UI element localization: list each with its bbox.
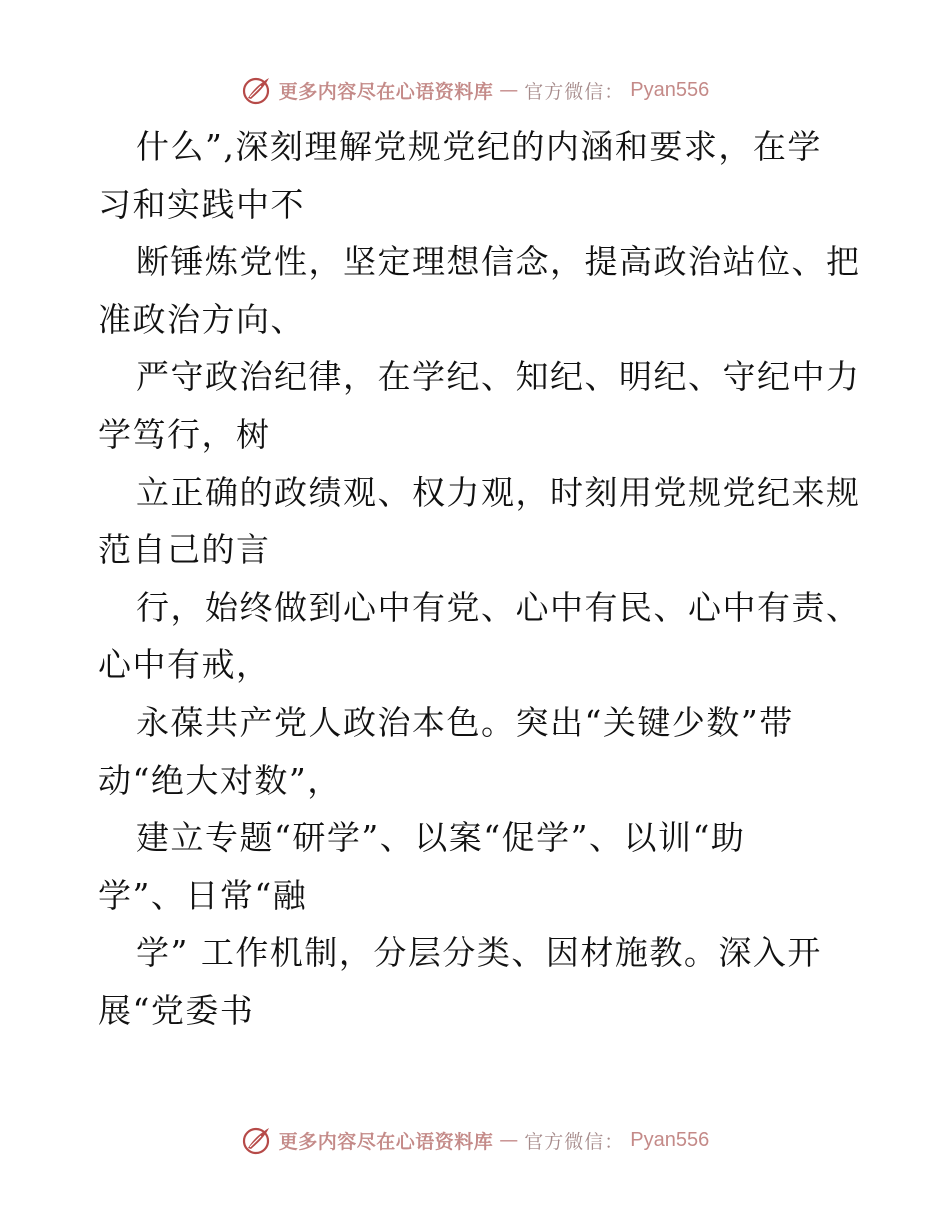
watermark-dash: —	[499, 79, 519, 101]
body-text-line: 什么”,深刻理解党规党纪的内涵和要求，在学	[136, 127, 822, 166]
footer-watermark	[0, 1120, 950, 1160]
body-text-line: 行，始终做到心中有党、心中有民、心中有责、	[136, 587, 861, 627]
body-text-line: 学” 工作机制，分层分类、因材施教。深入开	[136, 933, 822, 973]
watermark-wechat-id: Pyan556	[630, 78, 710, 101]
body-text-line: 习和实践中不	[98, 184, 305, 224]
document-body	[98, 118, 861, 1040]
quill-logo-icon	[241, 74, 273, 106]
body-text-line: 建立专题“研学”、以案“促学”、以训“助	[136, 818, 746, 858]
body-text-line: 立正确的政绩观、权力观，时刻用党规党纪来规	[136, 472, 861, 512]
quill-logo-icon	[241, 1124, 273, 1156]
watermark-wechat-id: Pyan556	[630, 1128, 710, 1151]
body-text-line: 严守政治纪律，在学纪、知纪、明纪、守纪中力	[136, 357, 861, 397]
body-text-line: 学”、日常“融	[98, 875, 308, 915]
body-text-line: 心中有戒，	[98, 645, 271, 685]
body-text-line: 永葆共产党人政治本色。突出“关键少数”带	[136, 702, 794, 742]
watermark-label: 官方微信：	[524, 80, 625, 103]
watermark-dash: —	[499, 1129, 519, 1151]
body-text-line: 断锤炼党性，坚定理想信念，提高政治站位、把	[136, 242, 861, 282]
watermark-brand: 更多内容尽在心语资料库	[278, 80, 494, 103]
body-text-line: 准政治方向、	[98, 299, 305, 339]
watermark-label: 官方微信：	[524, 1130, 625, 1153]
watermark-group	[241, 74, 710, 106]
body-text-line: 范自己的言	[98, 530, 271, 570]
body-text-line: 展“党委书	[98, 990, 255, 1030]
watermark-brand: 更多内容尽在心语资料库	[278, 1130, 494, 1153]
body-text-line: 学笃行，树	[98, 414, 271, 454]
header-watermark	[0, 70, 950, 110]
body-text-line: 动“绝大对数”，	[98, 760, 342, 800]
watermark-group	[241, 1124, 710, 1156]
